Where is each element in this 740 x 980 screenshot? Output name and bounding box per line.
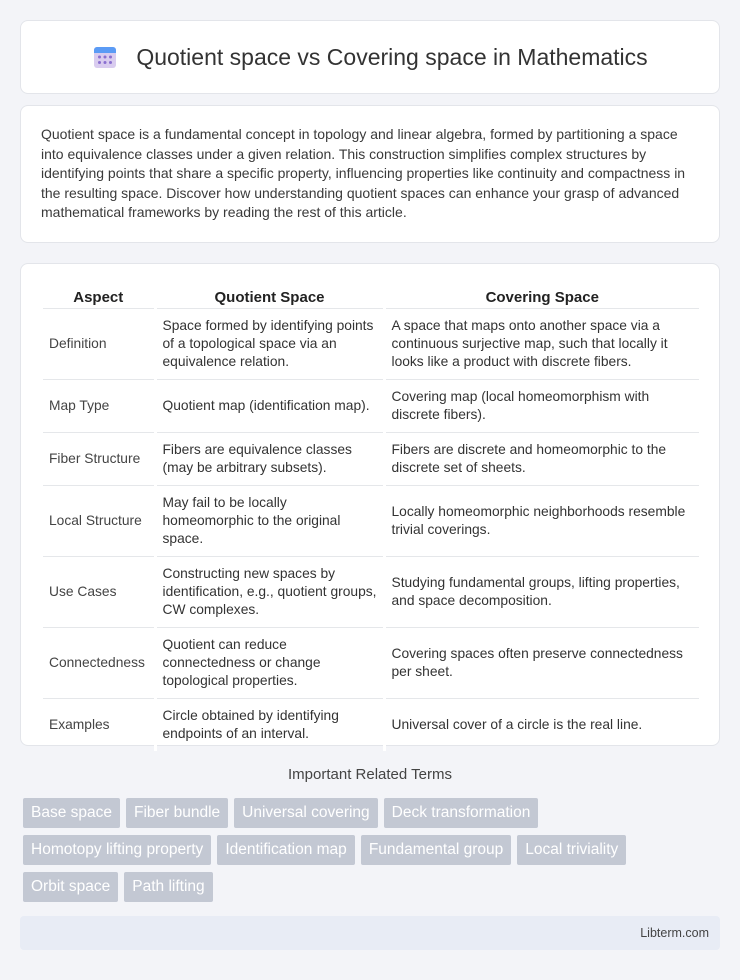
comparison-table [43,282,699,751]
page-title: Quotient space vs Covering space in Mathematics [136,43,648,70]
footer-site-link[interactable]: Libterm.com [640,926,709,940]
row-aspect: Map Type [43,380,155,433]
intro-text: Quotient space is a fundamental concept in topology and linear algebra, formed by partitioning a space into equivalence classes under a given relation. This construction simplifies complex structures by identifying points that share a specific property, influencing properties like continuity and compactness in the resulting space. Discover how understanding quotient spaces can enhance your grasp of advanced mathematical frameworks by reading the rest of this article. [41,126,686,221]
table-row [43,557,699,628]
related-terms-title: Important Related Terms [288,766,452,783]
row-covering: Studying fundamental groups, lifting properties, and space decomposition. [384,557,699,628]
row-aspect: Examples [43,699,155,752]
header-card [20,20,720,94]
tag-identification-map[interactable]: Identification map [217,835,355,865]
row-aspect: Local Structure [43,486,155,557]
intro-card [20,105,720,243]
row-covering: Fibers are discrete and homeomorphic to the discrete set of sheets. [384,433,699,486]
tag-orbit-space[interactable]: Orbit space [23,872,118,902]
calendar-icon [92,44,118,70]
row-aspect: Definition [43,309,155,380]
table-row [43,433,699,486]
row-aspect: Fiber Structure [43,433,155,486]
row-covering: Covering map (local homeomorphism with discrete fibers). [384,380,699,433]
row-covering: Universal cover of a circle is the real line. [384,699,699,752]
table-header-row [43,282,699,309]
header-aspect: Aspect [43,282,155,309]
row-quotient: Constructing new spaces by identification, e.g., quotient groups, CW complexes. [155,557,384,628]
tag-path-lifting[interactable]: Path lifting [124,872,212,902]
row-quotient: Quotient map (identification map). [155,380,384,433]
tag-universal-covering[interactable]: Universal covering [234,798,378,828]
row-quotient: Circle obtained by identifying endpoints of an interval. [155,699,384,752]
table-row [43,380,699,433]
comparison-table-card [20,263,720,746]
tag-fundamental-group[interactable]: Fundamental group [361,835,511,865]
table-row [43,309,699,380]
table-row [43,486,699,557]
tag-deck-transformation[interactable]: Deck transformation [384,798,539,828]
row-quotient: May fail to be locally homeomorphic to the original space. [155,486,384,557]
row-quotient: Fibers are equivalence classes (may be arbitrary subsets). [155,433,384,486]
table-row [43,628,699,699]
row-quotient: Quotient can reduce connectedness or change topological properties. [155,628,384,699]
row-quotient: Space formed by identifying points of a topological space via an equivalence relation. [155,309,384,380]
table-row [43,699,699,752]
tag-base-space[interactable]: Base space [23,798,120,828]
row-aspect: Use Cases [43,557,155,628]
tag-homotopy-lifting-property[interactable]: Homotopy lifting property [23,835,211,865]
tag-fiber-bundle[interactable]: Fiber bundle [126,798,228,828]
row-covering: Locally homeomorphic neighborhoods resemble trivial coverings. [384,486,699,557]
header-quotient-space: Quotient Space [155,282,384,309]
footer [20,916,720,950]
header-covering-space: Covering Space [384,282,699,309]
tag-local-triviality[interactable]: Local triviality [517,835,626,865]
related-terms-list [23,798,723,902]
row-covering: Covering spaces often preserve connectedness per sheet. [384,628,699,699]
row-covering: A space that maps onto another space via a continuous surjective map, such that locally it looks like a product with discrete fibers. [384,309,699,380]
row-aspect: Connectedness [43,628,155,699]
